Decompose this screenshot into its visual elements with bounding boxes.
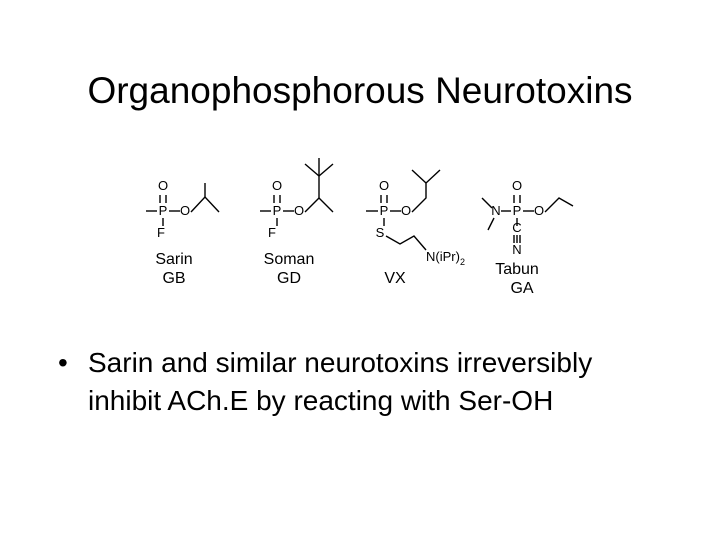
sarin-code: GB <box>162 270 186 287</box>
vx-code: VX <box>384 270 406 287</box>
vx-phosphorus: P <box>379 203 389 218</box>
tabun-oxygen-double: O <box>511 178 523 193</box>
vx-amine: $N(iPr)_2$ <box>426 249 465 267</box>
sarin-fluorine: F <box>157 225 165 240</box>
tabun-nitrogen-amine: N <box>491 203 501 218</box>
soman-fluorine: F <box>268 225 276 240</box>
sarin-name: Sarin <box>155 251 193 268</box>
vx-sulfur: S <box>375 225 385 240</box>
tabun-structure <box>482 178 573 297</box>
bullet-point <box>58 344 698 420</box>
bullet-text-line-1: Sarin and similar neurotoxins irreversibly <box>88 347 593 378</box>
tabun-carbon: C <box>512 220 522 235</box>
soman-oxygen-double: O <box>271 178 283 193</box>
slide-title: Organophosphorous Neurotoxins <box>87 70 633 111</box>
soman-name: Soman <box>263 251 315 268</box>
tabun-phosphorus: P <box>512 203 522 218</box>
soman-oxygen-ester: O <box>293 203 305 218</box>
soman-phosphorus: P <box>272 203 282 218</box>
soman-code: GD <box>277 270 301 287</box>
sarin-phosphorus: P <box>158 203 168 218</box>
tabun-oxygen-ester: O <box>533 203 545 218</box>
tabun-code: GA <box>510 280 534 297</box>
sarin-oxygen-ester: O <box>179 203 191 218</box>
vx-oxygen-double: O <box>378 178 390 193</box>
tabun-name: Tabun <box>495 261 539 278</box>
bullet-text-line-2: inhibit ACh.E by reacting with Ser-OH <box>88 385 554 416</box>
sarin-structure <box>146 178 219 287</box>
vx-structure <box>366 170 465 287</box>
soman-structure <box>260 158 333 287</box>
sarin-oxygen-double: O <box>157 178 169 193</box>
tabun-nitrogen-nitrile: N <box>512 242 522 257</box>
chemical-structures <box>130 150 600 300</box>
bullet-marker: • <box>58 347 68 378</box>
vx-oxygen-ester: O <box>400 203 412 218</box>
